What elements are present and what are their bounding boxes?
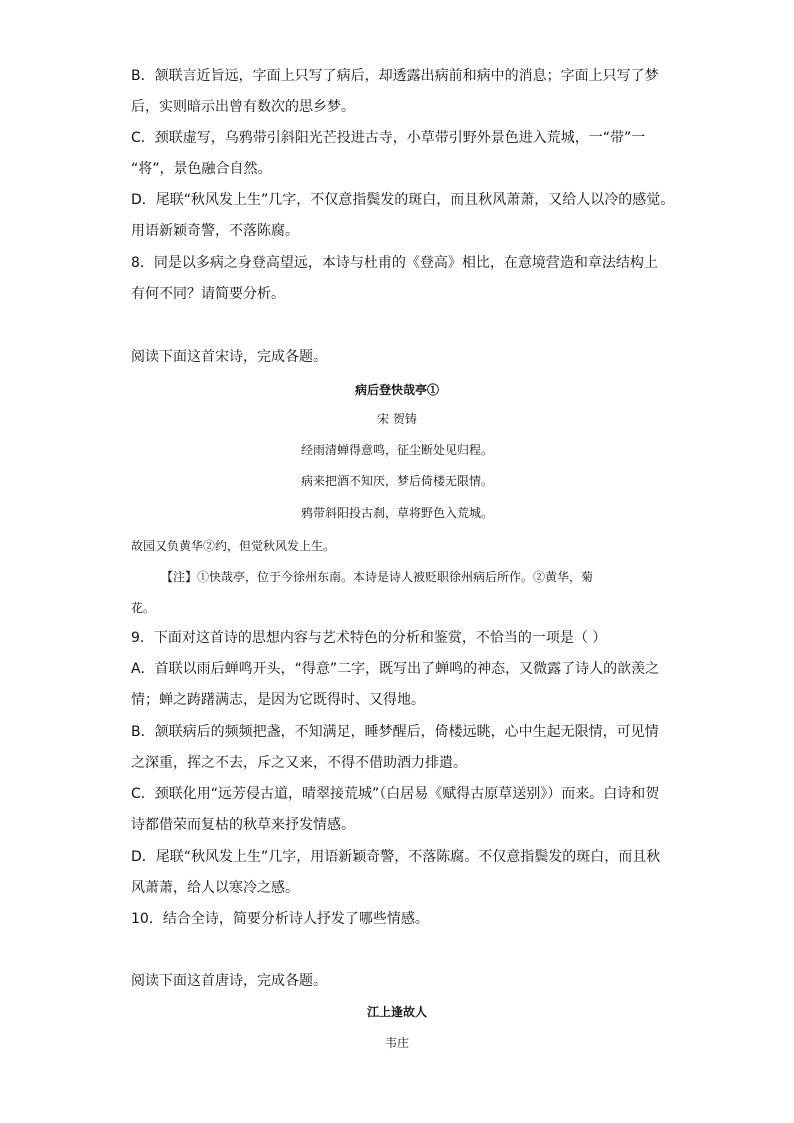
q7-option-b-line2: 后，实则暗示出曾有数次的思乡梦。 <box>131 99 355 115</box>
q9-option-c-line1: C．颈联化用“远芳侵古道，晴翠接荒城”（白居易《赋得古原草送别》）而来。白诗和贺 <box>131 786 660 802</box>
q10-stem: 10．结合全诗，简要分析诗人抒发了哪些情感。 <box>131 911 429 927</box>
q9-option-c-line2: 诗都借荣而复枯的秋草来抒发情感。 <box>131 817 355 833</box>
poem-line-4: 故园又负黄华②约，但觉秋风发上生。 <box>131 539 336 553</box>
q9-option-d-line1: D．尾联“秋风发上生”几字，用语新颖奇警，不落陈腐。不仅意指鬓发的斑白，而且秋 <box>131 849 661 865</box>
poem2-title: 江上逢故人 <box>366 1005 427 1019</box>
q9-option-b-line1: B．颔联病后的频频把盏，不知满足，睡梦醒后，倚楼远眺，心中生起无限情，可见情 <box>131 724 659 740</box>
q7-option-b-line1: B．颔联言近旨远，字面上只写了病后，却透露出病前和病中的消息；字面上只写了梦 <box>131 68 659 84</box>
poem-author: 宋 贺铸 <box>377 412 417 426</box>
q7-option-c-line1: C．颈联虚写，乌鸦带引斜阳光芒投进古寺，小草带引野外景色进入荒城，一“带”一 <box>131 130 646 146</box>
poem-line-1: 经雨清蝉得意鸣，征尘断处见归程。 <box>300 443 493 457</box>
poem2-author: 韦庄 <box>384 1036 409 1050</box>
poem-line-2: 病来把酒不知厌，梦后倚楼无限情。 <box>300 474 493 488</box>
q9-option-a-line2: 情；蝉之踌躇满志，是因为它既得时、又得地。 <box>131 692 425 708</box>
poem-title: 病后登快哉亭① <box>354 383 439 397</box>
q7-option-c-line2: “将”，景色融合自然。 <box>131 161 272 177</box>
q8-line1: 8．同是以多病之身登高望远，本诗与杜甫的《登高》相比，在意境营造和章法结构上 <box>131 255 658 271</box>
poem-line-3: 鸦带斜阳投古刹，草将野色入荒城。 <box>300 506 493 520</box>
poem-note-line2: 花。 <box>131 601 156 615</box>
q7-option-d-line2: 用语新颖奇警，不落陈腐。 <box>131 223 299 239</box>
q9-option-a-line1: A．首联以雨后蝉鸣开头，“得意”二字，既写出了蝉鸣的神态，又微露了诗人的歆羡之 <box>131 661 660 677</box>
section2-intro: 阅读下面这首宋诗，完成各题。 <box>131 349 327 365</box>
poem-note-line1: 【注】①快哉亭，位于今徐州东南。本诗是诗人被贬职徐州病后所作。②黄华，菊 <box>161 570 594 584</box>
q9-stem: 9．下面对这首诗的思想内容与艺术特色的分析和鉴赏，不恰当的一项是（ ） <box>131 630 607 646</box>
q7-option-d-line1: D．尾联“秋风发上生”几字，不仅意指鬓发的斑白，而且秋风萧萧，又给人以冷的感觉。 <box>131 192 675 208</box>
q9-option-b-line2: 之深重，挥之不去，斥之又来，不得不借助酒力排遣。 <box>131 755 467 771</box>
q9-option-d-line2: 风萧萧，给人以寒冷之感。 <box>131 880 299 896</box>
section3-intro: 阅读下面这首唐诗，完成各题。 <box>131 973 327 989</box>
q8-line2: 有何不同？请简要分析。 <box>131 286 285 302</box>
